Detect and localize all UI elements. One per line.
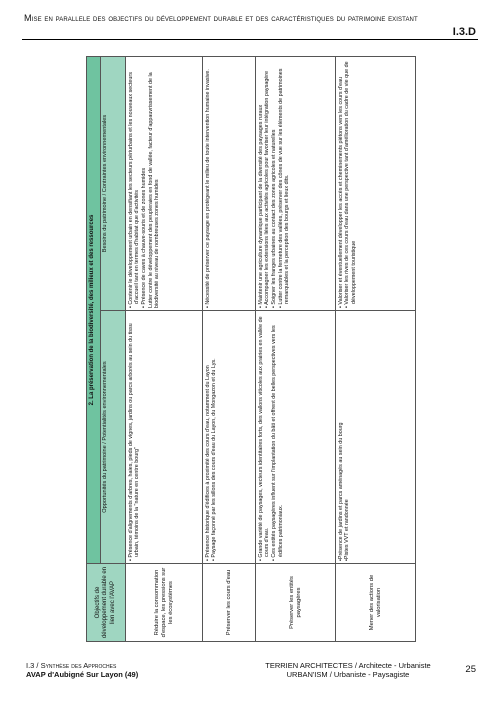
list-item: • Paysage façonné par les sillons des cours d'eau du Layon, du Mongazon et du Lys. xyxy=(211,358,218,561)
row-objective: Réduire la consommation d'espace, les pressions sur les écosystèmes xyxy=(126,564,203,642)
row-objective: Préserver les entités paysagères xyxy=(256,564,336,642)
list-item: • Présence historique d'édifices à proximité des cours d'eau, notamment du Layon xyxy=(204,365,211,561)
list-item: • Présence de caves à chauve-souris et de zones humides xyxy=(141,167,148,308)
page-number: 25 xyxy=(465,664,476,675)
rotated-table-frame xyxy=(86,57,416,642)
footer-left xyxy=(26,661,138,679)
list-item: • Lutter contre la fermeture des vallées, préserver des cônes de vue sur les éléments de patrimoines remarquables et la perception des bourgs et lieux dits. xyxy=(277,68,291,308)
footer-section-label: I.3 / Synthèse des Approches xyxy=(26,661,117,670)
column-header-opportunites: Opportunités du patrimoine / Potentialités environnementales xyxy=(100,311,126,564)
list-item: • Valoriser les rives de ces cours d'eau dans une perspective tant d'amélioration du cadre de vie que de développement touristique xyxy=(344,61,357,308)
list-item: • Ces entités paysagères influent sur l'implantation du bâti et offrent de belles perspectives vers les édifices patrimoniaux. xyxy=(270,325,284,561)
table-row xyxy=(126,57,203,642)
footer-urbanist-credit: URBAN'ISM / Urbaniste - Paysagiste xyxy=(286,670,410,679)
list-item: •Pistes VVT et randonnée xyxy=(344,499,351,561)
row-besoins xyxy=(126,57,203,311)
objectives-matrix xyxy=(86,56,416,642)
header-divider xyxy=(22,39,478,40)
rotated-table-container xyxy=(86,57,416,642)
list-item: • Accompagner les extensions liées aux activités agricoles pour favoriser leur intégration paysagère xyxy=(264,70,271,308)
row-objective: Préserver les cours d'eau xyxy=(203,564,256,642)
table-row xyxy=(256,57,336,642)
footer-right xyxy=(253,661,443,679)
list-item: • Présence d'alignements d'arbres, haies, pieds de vignes, jardins ou parcs arborés au sein du tissu urbain, témoins de la "nature en centre bourg" xyxy=(127,323,141,561)
footer-project-label: AVAP d'Aubigné Sur Layon (49) xyxy=(26,670,139,679)
list-item: • Contenir le développement urbain en densifiant les secteurs périurbains et les nouveaux secteurs d'accueil tant en termes d'habitat que d'activités xyxy=(127,72,141,308)
row-besoins xyxy=(336,57,416,311)
footer-architect-credit: TERRIEN ARCHITECTES / Architecte - Urbaniste xyxy=(265,661,431,670)
list-item: Lutter contre le développement des peupleraies en fond de vallée, facteur d'appauvrissement de la biodiversité au niveau de nombreuses zones humides xyxy=(147,72,161,308)
list-item: • Grande variété de paysages, vecteurs identitaires forts, des vallons viticoles aux prairies en vallée de cours d'eau. xyxy=(257,316,271,561)
table-row xyxy=(336,57,416,642)
row-objective: Mener des actions de valorisation xyxy=(336,564,416,642)
row-opportunites xyxy=(256,311,336,564)
list-item: •Présence de jardins et parcs aménagés au sein du bourg xyxy=(337,422,344,561)
list-item: • Soigner les franges urbaines au contact des zones agricoles et naturelles xyxy=(270,129,277,308)
row-besoins xyxy=(203,57,256,311)
corner-label: Objectifs de développement durable en lien avec l'AVAP xyxy=(87,564,126,642)
table-row xyxy=(203,57,256,642)
row-opportunites xyxy=(126,311,203,564)
document-title: Mise en parallele des objectifs du développement durable et des caractéristiques du patrimoine existant xyxy=(24,13,418,23)
list-item: • Valoriser et éventuellement développer les accès et cheminements piétons vers les cours d'eau xyxy=(337,76,344,308)
band-title: 2. La préservation de la biodiversité, des milieux et des ressources xyxy=(87,57,101,564)
column-header-besoins: Besoins du patrimoine / Contraintes environnementales xyxy=(100,57,126,311)
row-opportunites xyxy=(203,311,256,564)
row-besoins xyxy=(256,57,336,311)
section-code: I.3.D xyxy=(452,26,476,38)
list-item: • Maintenir une agriculture dynamique participant de la diversité des paysages ruraux xyxy=(257,104,264,308)
row-opportunites xyxy=(336,311,416,564)
list-item: • Nécessité de préserver ce paysage en protégeant le milieu de toute intervention humaine invasive. xyxy=(204,69,211,308)
